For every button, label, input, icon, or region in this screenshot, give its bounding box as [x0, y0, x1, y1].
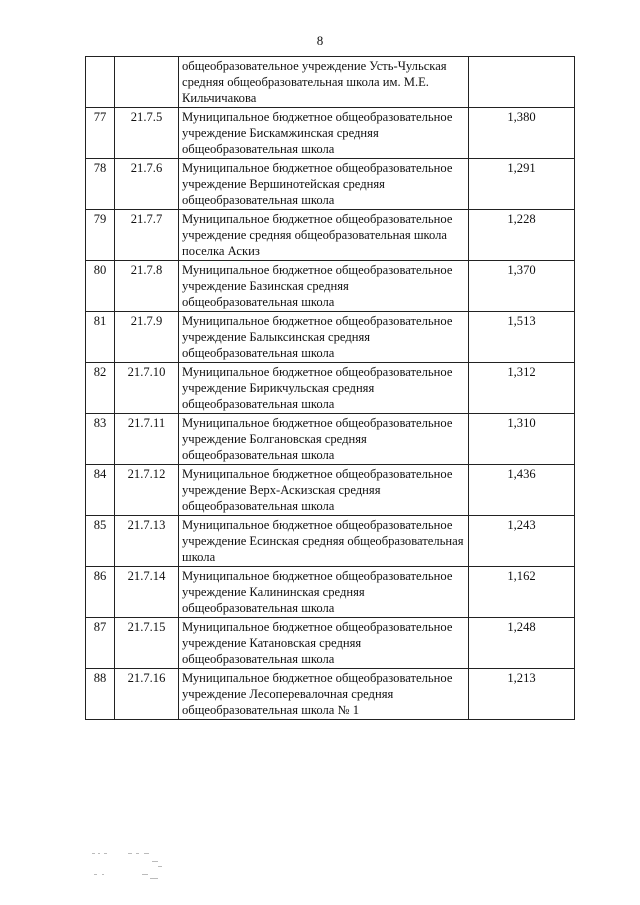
table-row — [86, 618, 575, 669]
row-code-cell: 21.7.13 — [115, 516, 179, 567]
row-name-cell: Муниципальное бюджетное общеобразовательное учреждение Базинская средняя общеобразовательная школа — [179, 261, 469, 312]
row-code-cell: 21.7.5 — [115, 108, 179, 159]
row-value-cell: 1,213 — [469, 669, 575, 720]
row-number-cell: 88 — [86, 669, 115, 720]
row-number-cell — [86, 57, 115, 108]
table-row — [86, 516, 575, 567]
row-code-cell: 21.7.8 — [115, 261, 179, 312]
row-value-cell: 1,436 — [469, 465, 575, 516]
institutions-table — [85, 56, 575, 720]
row-name-cell: Муниципальное бюджетное общеобразовательное учреждение Катановская средняя общеобразовательная школа — [179, 618, 469, 669]
row-name-cell: Муниципальное бюджетное общеобразовательное учреждение Верх-Аскизская средняя общеобразовательная школа — [179, 465, 469, 516]
row-value-cell: 1,513 — [469, 312, 575, 363]
table-row — [86, 159, 575, 210]
table-row — [86, 261, 575, 312]
row-name-cell: Муниципальное бюджетное общеобразовательное учреждение Бирикчульская средняя общеобразовательная школа — [179, 363, 469, 414]
row-code-cell: 21.7.9 — [115, 312, 179, 363]
row-value-cell: 1,370 — [469, 261, 575, 312]
scan-artifact — [92, 852, 182, 882]
table-row — [86, 414, 575, 465]
row-name-cell: Муниципальное бюджетное общеобразовательное учреждение Вершинотейская средняя общеобразовательная школа — [179, 159, 469, 210]
row-name-cell: Муниципальное бюджетное общеобразовательное учреждение Балыксинская средняя общеобразовательная школа — [179, 312, 469, 363]
page-number: 8 — [316, 33, 324, 48]
table-row — [86, 363, 575, 414]
row-code-cell: 21.7.12 — [115, 465, 179, 516]
row-value-cell — [469, 57, 575, 108]
row-number-cell: 77 — [86, 108, 115, 159]
table-body — [86, 57, 575, 720]
row-name-cell: Муниципальное бюджетное общеобразовательное учреждение средняя общеобразовательная школа поселка Аскиз — [179, 210, 469, 261]
row-number-cell: 78 — [86, 159, 115, 210]
row-number-cell: 84 — [86, 465, 115, 516]
row-code-cell: 21.7.7 — [115, 210, 179, 261]
row-code-cell: 21.7.11 — [115, 414, 179, 465]
row-code-cell: 21.7.6 — [115, 159, 179, 210]
row-code-cell: 21.7.15 — [115, 618, 179, 669]
row-code-cell: 21.7.14 — [115, 567, 179, 618]
row-name-cell: Муниципальное бюджетное общеобразовательное учреждение Лесоперевалочная средняя общеобразовательная школа № 1 — [179, 669, 469, 720]
row-number-cell: 82 — [86, 363, 115, 414]
table-row — [86, 210, 575, 261]
row-name-cell: общеобразовательное учреждение Усть-Чульская средняя общеобразовательная школа им. М.Е. Кильчичакова — [179, 57, 469, 108]
row-number-cell: 87 — [86, 618, 115, 669]
row-code-cell — [115, 57, 179, 108]
table-row-continued — [86, 57, 575, 108]
row-value-cell: 1,162 — [469, 567, 575, 618]
table-row — [86, 108, 575, 159]
row-number-cell: 85 — [86, 516, 115, 567]
row-number-cell: 83 — [86, 414, 115, 465]
row-name-cell: Муниципальное бюджетное общеобразовательное учреждение Калининская средняя общеобразовательная школа — [179, 567, 469, 618]
row-name-cell: Муниципальное бюджетное общеобразовательное учреждение Есинская средняя общеобразовательная школа — [179, 516, 469, 567]
table-row — [86, 312, 575, 363]
table-row — [86, 567, 575, 618]
row-number-cell: 79 — [86, 210, 115, 261]
row-number-cell: 81 — [86, 312, 115, 363]
row-number-cell: 80 — [86, 261, 115, 312]
row-code-cell: 21.7.16 — [115, 669, 179, 720]
row-value-cell: 1,380 — [469, 108, 575, 159]
row-value-cell: 1,291 — [469, 159, 575, 210]
row-code-cell: 21.7.10 — [115, 363, 179, 414]
row-value-cell: 1,228 — [469, 210, 575, 261]
row-value-cell: 1,312 — [469, 363, 575, 414]
row-number-cell: 86 — [86, 567, 115, 618]
row-value-cell: 1,310 — [469, 414, 575, 465]
table-row — [86, 465, 575, 516]
row-name-cell: Муниципальное бюджетное общеобразовательное учреждение Бискамжинская средняя общеобразовательная школа — [179, 108, 469, 159]
row-name-cell: Муниципальное бюджетное общеобразовательное учреждение Болгановская средняя общеобразовательная школа — [179, 414, 469, 465]
row-value-cell: 1,243 — [469, 516, 575, 567]
table-row — [86, 669, 575, 720]
row-value-cell: 1,248 — [469, 618, 575, 669]
